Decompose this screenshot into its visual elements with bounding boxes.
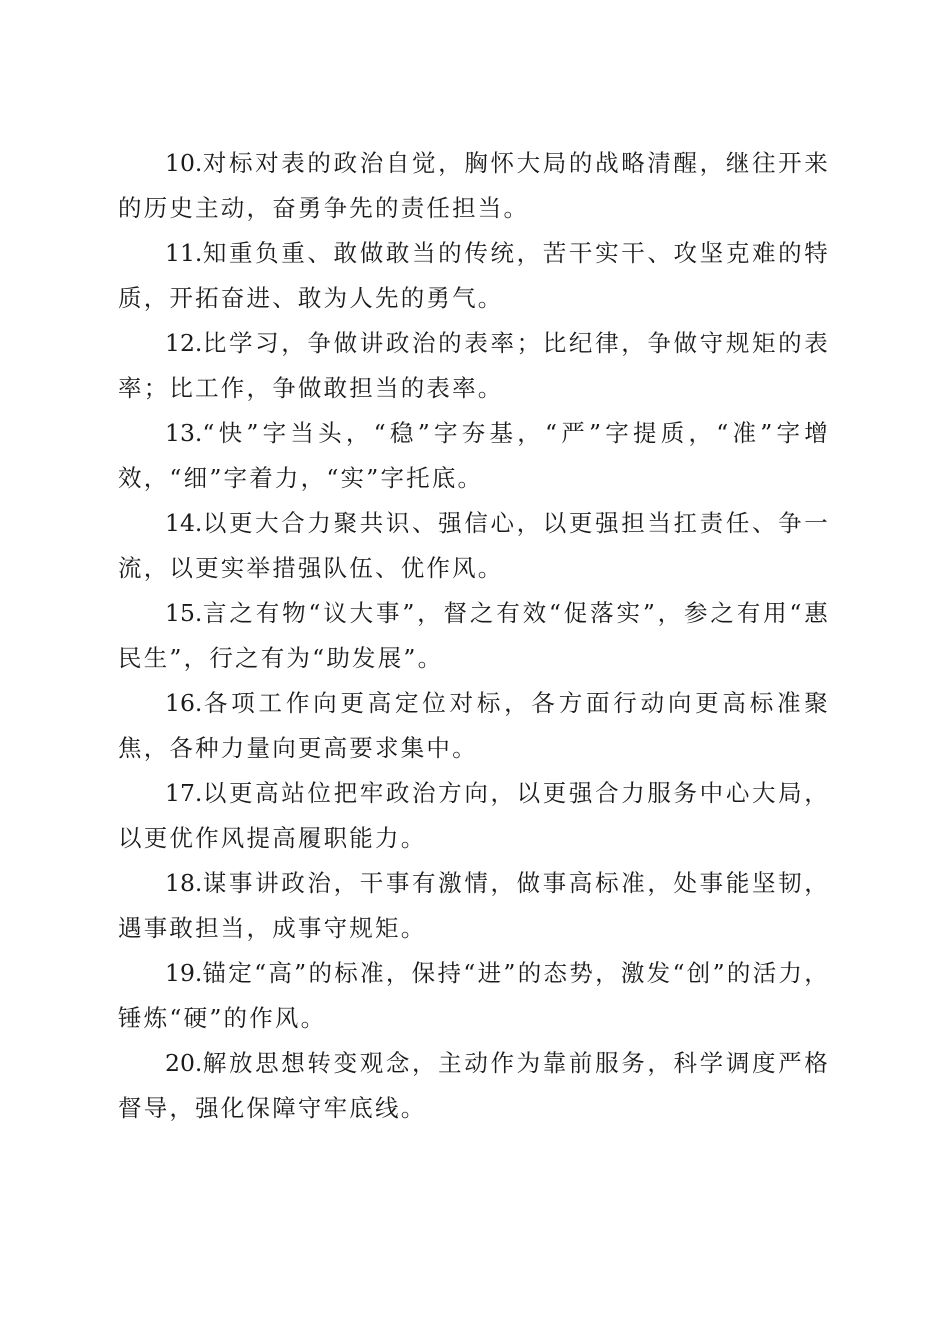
list-item <box>118 501 830 591</box>
item-number: 16. <box>165 689 203 717</box>
item-text: 谋事讲政治，干事有激情，做事高标准，处事能坚韧，遇事敢担当，成事守规矩。 <box>118 869 830 942</box>
item-text: 各项工作向更高定位对标，各方面行动向更高标准聚焦，各种力量向更高要求集中。 <box>118 689 830 762</box>
list-item <box>118 141 830 231</box>
item-text: 锚定“高”的标准，保持“进”的态势，激发“创”的活力，锤炼“硬”的作风。 <box>118 959 830 1032</box>
item-number: 18. <box>165 869 203 897</box>
list-item <box>118 861 830 951</box>
item-text: 知重负重、敢做敢当的传统，苦干实干、攻坚克难的特质，开拓奋进、敢为人先的勇气。 <box>118 239 830 312</box>
list-item <box>118 681 830 771</box>
item-text: 比学习，争做讲政治的表率；比纪律，争做守规矩的表率；比工作，争做敢担当的表率。 <box>118 329 830 402</box>
item-number: 13. <box>165 419 203 447</box>
item-text: “快”字当头，“稳”字夯基，“严”字提质，“准”字增效，“细”字着力，“实”字托底。 <box>118 419 830 492</box>
list-item <box>118 231 830 321</box>
item-number: 10. <box>165 149 203 177</box>
item-number: 14. <box>165 509 203 537</box>
item-text: 以更大合力聚共识、强信心，以更强担当扛责任、争一流，以更实举措强队伍、优作风。 <box>118 509 830 582</box>
item-text: 解放思想转变观念，主动作为靠前服务，科学调度严格督导，强化保障守牢底线。 <box>118 1049 830 1122</box>
list-item <box>118 321 830 411</box>
item-text: 言之有物“议大事”，督之有效“促落实”，参之有用“惠民生”，行之有为“助发展”。 <box>118 599 830 672</box>
list-item <box>118 951 830 1041</box>
list-item <box>118 411 830 501</box>
item-number: 12. <box>165 329 203 357</box>
list-item <box>118 1041 830 1131</box>
list-item <box>118 771 830 861</box>
item-number: 17. <box>165 779 203 807</box>
item-text: 对标对表的政治自觉，胸怀大局的战略清醒，继往开来的历史主动，奋勇争先的责任担当。 <box>118 149 830 222</box>
item-number: 11. <box>165 239 203 267</box>
list-item <box>118 591 830 681</box>
item-text: 以更高站位把牢政治方向，以更强合力服务中心大局，以更优作风提高履职能力。 <box>118 779 830 852</box>
item-number: 19. <box>165 959 203 987</box>
document-body <box>118 141 830 1131</box>
item-number: 15. <box>165 599 203 627</box>
item-number: 20. <box>165 1049 203 1077</box>
